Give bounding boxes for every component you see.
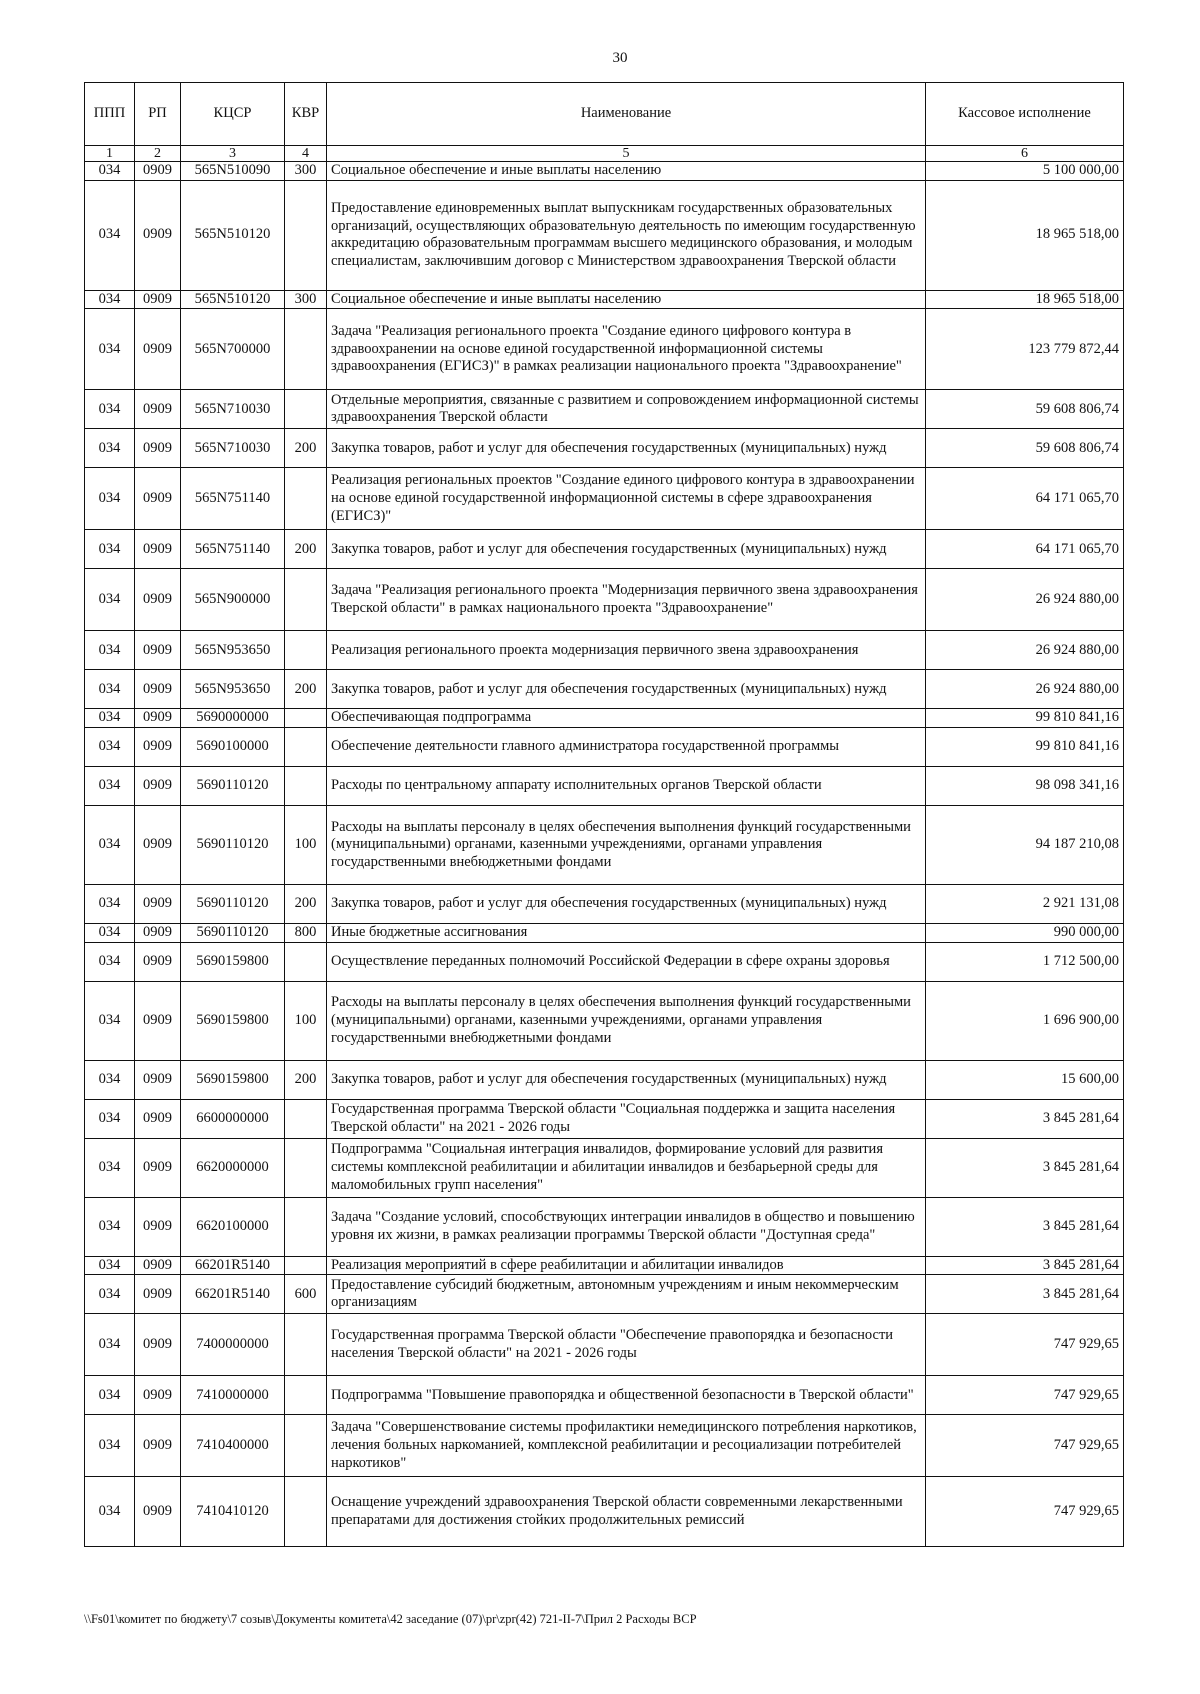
cell-rp: 0909 [135, 390, 181, 429]
cell-ppp: 034 [85, 924, 135, 943]
cell-name: Оснащение учреждений здравоохранения Тверской области современными лекарственными препаратами для достижения стойких продолжительных ремиссий [327, 1477, 926, 1547]
table-row [85, 728, 1124, 767]
cell-kvr [285, 309, 327, 390]
table-row [85, 885, 1124, 924]
cell-kvr: 200 [285, 885, 327, 924]
cell-rp: 0909 [135, 1197, 181, 1256]
cell-amount: 99 810 841,16 [926, 709, 1124, 728]
cell-ppp: 034 [85, 569, 135, 631]
cell-kvr: 200 [285, 1060, 327, 1099]
cell-kvr: 200 [285, 429, 327, 468]
cell-kvr [285, 1138, 327, 1197]
cell-ppp: 034 [85, 429, 135, 468]
cell-rp: 0909 [135, 1099, 181, 1138]
column-index: 6 [926, 146, 1124, 162]
cell-amount: 94 187 210,08 [926, 806, 1124, 885]
cell-kcsr: 7410410120 [181, 1477, 285, 1547]
cell-kvr [285, 180, 327, 290]
cell-rp: 0909 [135, 162, 181, 181]
table-row [85, 981, 1124, 1060]
cell-rp: 0909 [135, 429, 181, 468]
cell-ppp: 034 [85, 1376, 135, 1415]
cell-kcsr: 565N751140 [181, 530, 285, 569]
cell-amount: 747 929,65 [926, 1415, 1124, 1477]
cell-kvr: 100 [285, 981, 327, 1060]
cell-kvr [285, 631, 327, 670]
cell-name: Закупка товаров, работ и услуг для обеспечения государственных (муниципальных) нужд [327, 885, 926, 924]
cell-ppp: 034 [85, 806, 135, 885]
cell-ppp: 034 [85, 468, 135, 530]
cell-kcsr: 5690110120 [181, 806, 285, 885]
table-row [85, 670, 1124, 709]
cell-ppp: 034 [85, 162, 135, 181]
cell-rp: 0909 [135, 1376, 181, 1415]
cell-name: Подпрограмма "Повышение правопорядка и общественной безопасности в Тверской области" [327, 1376, 926, 1415]
cell-kvr [285, 1314, 327, 1376]
cell-amount: 18 965 518,00 [926, 290, 1124, 309]
cell-kvr [285, 942, 327, 981]
cell-kcsr: 565N751140 [181, 468, 285, 530]
cell-amount: 26 924 880,00 [926, 569, 1124, 631]
cell-name: Расходы по центральному аппарату исполнительных органов Тверской области [327, 767, 926, 806]
cell-amount: 64 171 065,70 [926, 530, 1124, 569]
cell-amount: 26 924 880,00 [926, 670, 1124, 709]
cell-kcsr: 66201R5140 [181, 1275, 285, 1314]
cell-ppp: 034 [85, 290, 135, 309]
cell-ppp: 034 [85, 1275, 135, 1314]
cell-amount: 59 608 806,74 [926, 390, 1124, 429]
header-ppp: ППП [85, 83, 135, 146]
table-row [85, 1275, 1124, 1314]
header-row [85, 83, 1124, 146]
cell-name: Закупка товаров, работ и услуг для обеспечения государственных (муниципальных) нужд [327, 530, 926, 569]
cell-kvr: 600 [285, 1275, 327, 1314]
cell-ppp: 034 [85, 1197, 135, 1256]
cell-rp: 0909 [135, 728, 181, 767]
cell-kvr [285, 1477, 327, 1547]
cell-name: Обеспечение деятельности главного администратора государственной программы [327, 728, 926, 767]
cell-ppp: 034 [85, 1060, 135, 1099]
cell-kvr [285, 728, 327, 767]
cell-kvr [285, 1415, 327, 1477]
cell-name: Реализация мероприятий в сфере реабилитации и абилитации инвалидов [327, 1256, 926, 1275]
cell-ppp: 034 [85, 180, 135, 290]
cell-amount: 5 100 000,00 [926, 162, 1124, 181]
cell-name: Задача "Совершенствование системы профилактики немедицинского потребления наркотиков, лечения больных наркоманией, комплексной реабилитации и ресоциализации потребителей наркотиков" [327, 1415, 926, 1477]
column-index: 5 [327, 146, 926, 162]
cell-amount: 99 810 841,16 [926, 728, 1124, 767]
cell-kcsr: 5690100000 [181, 728, 285, 767]
cell-rp: 0909 [135, 290, 181, 309]
cell-rp: 0909 [135, 709, 181, 728]
table-row [85, 1060, 1124, 1099]
cell-kcsr: 565N710030 [181, 429, 285, 468]
cell-name: Расходы на выплаты персоналу в целях обеспечения выполнения функций государственными (муниципальными) органами, казенными учреждениями, органами управления государственными внебюджетными фондами [327, 981, 926, 1060]
cell-ppp: 034 [85, 942, 135, 981]
cell-amount: 3 845 281,64 [926, 1138, 1124, 1197]
cell-rp: 0909 [135, 885, 181, 924]
cell-kvr: 300 [285, 162, 327, 181]
cell-rp: 0909 [135, 1314, 181, 1376]
cell-name: Государственная программа Тверской области "Социальная поддержка и защита населения Тверской области" на 2021 - 2026 годы [327, 1099, 926, 1138]
cell-name: Подпрограмма "Социальная интеграция инвалидов, формирование условий для развития системы комплексной реабилитации и абилитации инвалидов и безбарьерной среды для маломобильных групп населения" [327, 1138, 926, 1197]
cell-name: Отдельные мероприятия, связанные с развитием и сопровождением информационной системы здравоохранения Тверской области [327, 390, 926, 429]
cell-name: Реализация региональных проектов "Создание единого цифрового контура в здравоохранении на основе единой государственной информационной системы в сфере здравоохранения (ЕГИСЗ)" [327, 468, 926, 530]
cell-rp: 0909 [135, 180, 181, 290]
column-index: 3 [181, 146, 285, 162]
cell-kcsr: 5690110120 [181, 924, 285, 943]
cell-ppp: 034 [85, 1256, 135, 1275]
cell-name: Государственная программа Тверской области "Обеспечение правопорядка и безопасности населения Тверской области" на 2021 - 2026 годы [327, 1314, 926, 1376]
column-index-row [85, 146, 1124, 162]
table-row [85, 1415, 1124, 1477]
cell-rp: 0909 [135, 767, 181, 806]
cell-name: Закупка товаров, работ и услуг для обеспечения государственных (муниципальных) нужд [327, 1060, 926, 1099]
cell-ppp: 034 [85, 1099, 135, 1138]
cell-name: Социальное обеспечение и иные выплаты населению [327, 162, 926, 181]
cell-ppp: 034 [85, 1477, 135, 1547]
cell-amount: 747 929,65 [926, 1314, 1124, 1376]
cell-kcsr: 7410000000 [181, 1376, 285, 1415]
cell-name: Закупка товаров, работ и услуг для обеспечения государственных (муниципальных) нужд [327, 429, 926, 468]
cell-amount: 747 929,65 [926, 1376, 1124, 1415]
cell-kvr [285, 390, 327, 429]
cell-amount: 747 929,65 [926, 1477, 1124, 1547]
cell-ppp: 034 [85, 1415, 135, 1477]
cell-kcsr: 5690000000 [181, 709, 285, 728]
cell-amount: 1 712 500,00 [926, 942, 1124, 981]
cell-ppp: 034 [85, 309, 135, 390]
cell-kvr [285, 1256, 327, 1275]
cell-kvr [285, 1197, 327, 1256]
column-index: 1 [85, 146, 135, 162]
cell-name: Задача "Реализация регионального проекта "Модернизация первичного звена здравоохранения Тверской области" в рамках национального проекта "Здравоохранение" [327, 569, 926, 631]
footer-file-path: \\Fs01\комитет по бюджету\7 созыв\Документы комитета\42 заседание (07)\pr\zpr(42) 721-II-7\Прил 2 Расходы ВСР [84, 1612, 697, 1626]
table-row [85, 530, 1124, 569]
cell-rp: 0909 [135, 309, 181, 390]
cell-amount: 3 845 281,64 [926, 1099, 1124, 1138]
cell-ppp: 034 [85, 981, 135, 1060]
cell-kvr: 200 [285, 530, 327, 569]
table-row [85, 390, 1124, 429]
table-row [85, 1197, 1124, 1256]
cell-kcsr: 6620100000 [181, 1197, 285, 1256]
cell-rp: 0909 [135, 670, 181, 709]
cell-kvr: 200 [285, 670, 327, 709]
table-row [85, 1376, 1124, 1415]
page-number: 30 [612, 50, 628, 66]
cell-name: Реализация регионального проекта модернизация первичного звена здравоохранения [327, 631, 926, 670]
cell-amount: 2 921 131,08 [926, 885, 1124, 924]
cell-rp: 0909 [135, 806, 181, 885]
cell-kvr [285, 1376, 327, 1415]
cell-amount: 59 608 806,74 [926, 429, 1124, 468]
header-kcsr: КЦСР [181, 83, 285, 146]
cell-kcsr: 565N700000 [181, 309, 285, 390]
cell-kvr [285, 709, 327, 728]
expenditure-table [84, 82, 1124, 1547]
cell-amount: 3 845 281,64 [926, 1256, 1124, 1275]
table-row [85, 1099, 1124, 1138]
cell-kvr [285, 468, 327, 530]
cell-kcsr: 7410400000 [181, 1415, 285, 1477]
cell-name: Закупка товаров, работ и услуг для обеспечения государственных (муниципальных) нужд [327, 670, 926, 709]
cell-name: Иные бюджетные ассигнования [327, 924, 926, 943]
cell-kvr [285, 767, 327, 806]
cell-rp: 0909 [135, 1256, 181, 1275]
cell-kcsr: 5690159800 [181, 942, 285, 981]
cell-rp: 0909 [135, 530, 181, 569]
cell-kcsr: 565N510090 [181, 162, 285, 181]
cell-kvr: 100 [285, 806, 327, 885]
cell-ppp: 034 [85, 631, 135, 670]
cell-kcsr: 5690159800 [181, 981, 285, 1060]
column-index: 2 [135, 146, 181, 162]
cell-name: Расходы на выплаты персоналу в целях обеспечения выполнения функций государственными (муниципальными) органами, казенными учреждениями, органами управления государственными внебюджетными фондами [327, 806, 926, 885]
cell-ppp: 034 [85, 390, 135, 429]
cell-rp: 0909 [135, 1275, 181, 1314]
cell-kvr: 800 [285, 924, 327, 943]
header-rp: РП [135, 83, 181, 146]
table-row [85, 468, 1124, 530]
cell-kcsr: 7400000000 [181, 1314, 285, 1376]
cell-name: Задача "Реализация регионального проекта "Создание единого цифрового контура в здравоохранении на основе единой государственной информационной системы здравоохранения (ЕГИСЗ)" в рамках реализации национального проекта "Здравоохранение" [327, 309, 926, 390]
cell-rp: 0909 [135, 1138, 181, 1197]
cell-amount: 26 924 880,00 [926, 631, 1124, 670]
header-name: Наименование [327, 83, 926, 146]
cell-ppp: 034 [85, 728, 135, 767]
cell-kcsr: 5690110120 [181, 885, 285, 924]
cell-kvr [285, 1099, 327, 1138]
header-kvr: КВР [285, 83, 327, 146]
cell-name: Предоставление единовременных выплат выпускникам государственных образовательных организаций, осуществляющих образовательную деятельность по имеющим государственную аккредитацию образовательным программам высшего медицинского образования, и молодым специалистам, заключившим договор с Министерством здравоохранения Тверской области [327, 180, 926, 290]
table-row [85, 924, 1124, 943]
cell-amount: 15 600,00 [926, 1060, 1124, 1099]
table-row [85, 569, 1124, 631]
cell-amount: 990 000,00 [926, 924, 1124, 943]
cell-name: Осуществление переданных полномочий Российской Федерации в сфере охраны здоровья [327, 942, 926, 981]
cell-ppp: 034 [85, 767, 135, 806]
cell-rp: 0909 [135, 1415, 181, 1477]
cell-name: Обеспечивающая подпрограмма [327, 709, 926, 728]
cell-rp: 0909 [135, 981, 181, 1060]
table-row [85, 180, 1124, 290]
cell-kcsr: 565N710030 [181, 390, 285, 429]
table-header [85, 83, 1124, 162]
cell-kvr [285, 569, 327, 631]
cell-kcsr: 5690159800 [181, 1060, 285, 1099]
cell-rp: 0909 [135, 942, 181, 981]
table-row [85, 290, 1124, 309]
table-row [85, 806, 1124, 885]
table-row [85, 1138, 1124, 1197]
cell-amount: 3 845 281,64 [926, 1197, 1124, 1256]
table-row [85, 942, 1124, 981]
table-row [85, 1477, 1124, 1547]
cell-rp: 0909 [135, 468, 181, 530]
cell-kcsr: 565N510120 [181, 290, 285, 309]
cell-ppp: 034 [85, 709, 135, 728]
cell-amount: 1 696 900,00 [926, 981, 1124, 1060]
column-index: 4 [285, 146, 327, 162]
cell-kcsr: 6620000000 [181, 1138, 285, 1197]
cell-amount: 64 171 065,70 [926, 468, 1124, 530]
table-row [85, 162, 1124, 181]
cell-kcsr: 565N953650 [181, 670, 285, 709]
cell-name: Социальное обеспечение и иные выплаты населению [327, 290, 926, 309]
table-row [85, 709, 1124, 728]
cell-ppp: 034 [85, 1314, 135, 1376]
cell-amount: 98 098 341,16 [926, 767, 1124, 806]
cell-kvr: 300 [285, 290, 327, 309]
cell-rp: 0909 [135, 924, 181, 943]
cell-rp: 0909 [135, 631, 181, 670]
table-row [85, 1314, 1124, 1376]
cell-ppp: 034 [85, 670, 135, 709]
cell-rp: 0909 [135, 1060, 181, 1099]
cell-kcsr: 565N953650 [181, 631, 285, 670]
cell-name: Предоставление субсидий бюджетным, автономным учреждениям и иным некоммерческим организациям [327, 1275, 926, 1314]
cell-kcsr: 565N900000 [181, 569, 285, 631]
cell-amount: 3 845 281,64 [926, 1275, 1124, 1314]
table-row [85, 631, 1124, 670]
cell-ppp: 034 [85, 530, 135, 569]
cell-amount: 123 779 872,44 [926, 309, 1124, 390]
table-body [85, 162, 1124, 1547]
cell-kcsr: 66201R5140 [181, 1256, 285, 1275]
table-row [85, 767, 1124, 806]
cell-rp: 0909 [135, 1477, 181, 1547]
table-row [85, 1256, 1124, 1275]
cell-kcsr: 6600000000 [181, 1099, 285, 1138]
cell-name: Задача "Создание условий, способствующих интеграции инвалидов в общество и повышению уровня их жизни, в рамках реализации программы Тверской области "Доступная среда" [327, 1197, 926, 1256]
table-row [85, 309, 1124, 390]
cell-ppp: 034 [85, 1138, 135, 1197]
cell-amount: 18 965 518,00 [926, 180, 1124, 290]
table-row [85, 429, 1124, 468]
cell-kcsr: 5690110120 [181, 767, 285, 806]
cell-kcsr: 565N510120 [181, 180, 285, 290]
header-amount: Кассовое исполнение [926, 83, 1124, 146]
cell-ppp: 034 [85, 885, 135, 924]
cell-rp: 0909 [135, 569, 181, 631]
